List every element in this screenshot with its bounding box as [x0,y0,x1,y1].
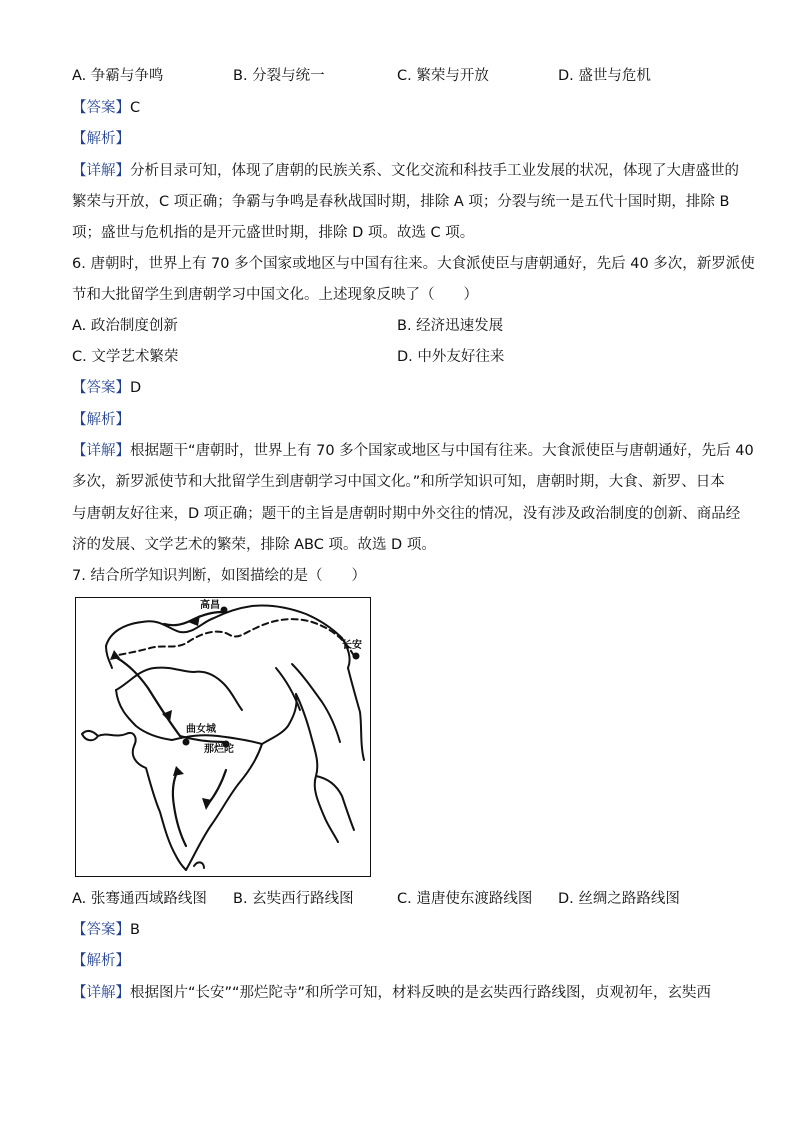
analysis-tag: 【解析】 [72,953,130,969]
q5-option-b: B. 分裂与统一 [233,68,325,84]
q6-detail-line: 济的发展、文学艺术的繁荣，排除 ABC 项。故选 D 项。 [72,537,436,553]
q6-stem-line: 节和大批留学生到唐朝学习中国文化。上述现象反映了（ ） [72,287,478,303]
q6-answer [72,378,141,398]
q7-detail-line [72,983,711,1003]
q7-option-a: A. 张骞通西域路线图 [72,891,207,907]
q7-option-d: D. 丝绸之路路线图 [558,891,680,907]
q5-detail-line: 繁荣与开放，C 项正确；争霸与争鸣是春秋战国时期，排除 A 项；分裂与统一是五代十国时期，排除 B [72,194,730,210]
q6-detail-line: 多次，新罗派使节和大批留学生到唐朝学习中国文化。”和所学知识可知，唐朝时期，大食、新罗、日本 [72,474,725,490]
q7-analysis-tag [72,951,130,971]
q5-answer [72,98,140,118]
answer-value: C [130,100,141,116]
map-label-changan: 长安 [342,640,362,651]
q5-detail-line [72,161,739,181]
detail-tag: 【详解】 [72,443,130,459]
detail-text: 根据题干“唐朝时，世界上有 70 多个国家或地区与中国有往来。大食派使臣与唐朝通好，先后 40 [130,443,754,459]
q6-analysis-tag [72,410,130,430]
q5-option-d: D. 盛世与危机 [558,68,651,84]
answer-tag: 【答案】 [72,100,130,116]
q6-option-c: C. 文学艺术繁荣 [72,349,179,365]
map-label-nalanda: 那烂陀 [204,744,234,755]
q6-detail-line [72,441,754,461]
answer-tag: 【答案】 [72,922,130,938]
q5-analysis-tag [72,129,130,149]
detail-tag: 【详解】 [72,163,130,179]
q5-detail-line: 项；盛世与危机指的是开元盛世时期，排除 D 项。故选 C 项。 [72,225,475,241]
q7-option-c: C. 遣唐使东渡路线图 [397,891,533,907]
analysis-tag: 【解析】 [72,412,130,428]
answer-tag: 【答案】 [72,380,130,396]
map-label-qunu: 曲女城 [186,724,216,735]
q5-option-c: C. 繁荣与开放 [397,68,489,84]
q6-option-b: B. 经济迅速发展 [397,318,504,334]
q6-detail-line: 与唐朝友好往来，D 项正确；题干的主旨是唐朝时期中外交往的情况，没有涉及政治制度的创新、商品经 [72,506,741,522]
q5-option-a: A. 争霸与争鸣 [72,68,164,84]
analysis-tag: 【解析】 [72,131,130,147]
answer-value: B [130,922,140,938]
map-drawing [76,598,369,875]
q6-option-a: A. 政治制度创新 [72,318,178,334]
q7-stem: 7. 结合所学知识判断，如图描绘的是（ ） [72,568,366,584]
xuanzang-route-map [75,597,371,877]
q6-stem-line: 6. 唐朝时，世界上有 70 多个国家或地区与中国有往来。大食派使臣与唐朝通好，先后 40 多次，新罗派使 [72,256,755,272]
q6-option-d: D. 中外友好往来 [397,349,505,365]
map-label-gaochang: 高昌 [200,600,220,611]
detail-text: 根据图片“长安”“那烂陀寺”和所学可知，材料反映的是玄奘西行路线图，贞观初年，玄奘西 [130,985,712,1001]
answer-value: D [130,380,142,396]
detail-tag: 【详解】 [72,985,130,1001]
q7-answer [72,920,140,940]
detail-text: 分析目录可知，体现了唐朝的民族关系、文化交流和科技手工业发展的状况，体现了大唐盛世的 [130,163,739,179]
q7-option-b: B. 玄奘西行路线图 [233,891,354,907]
